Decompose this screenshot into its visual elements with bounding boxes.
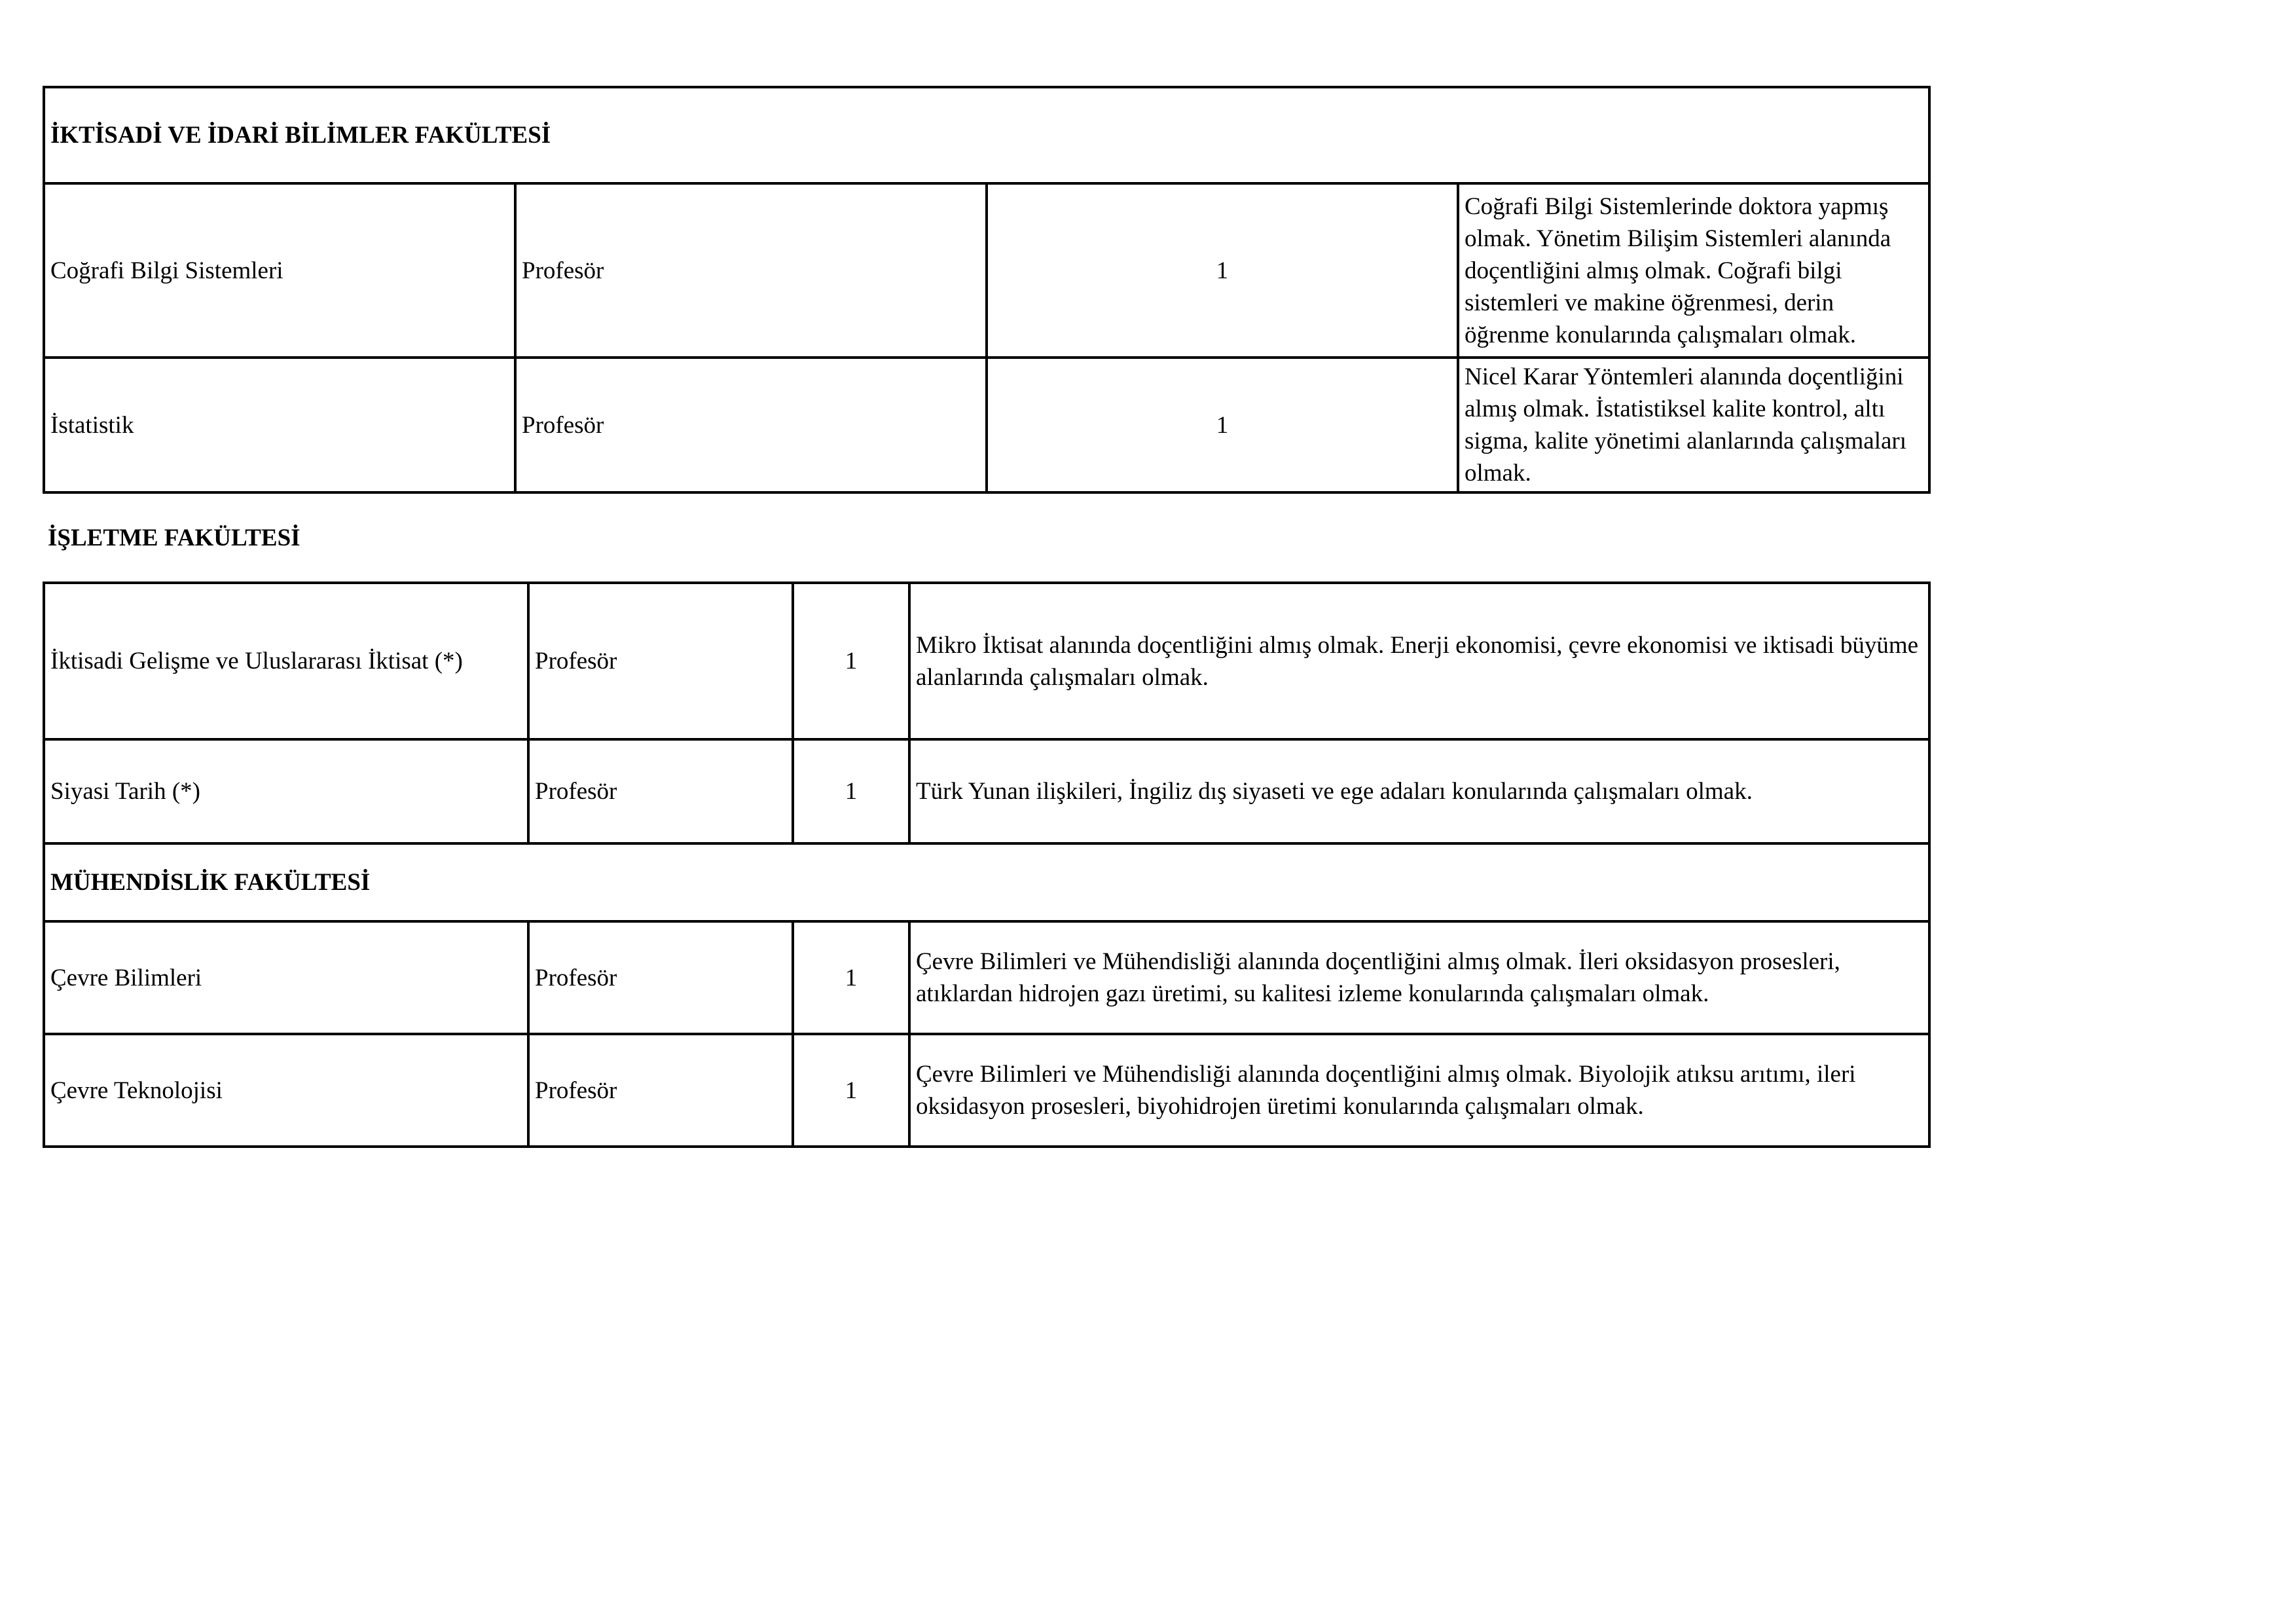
requirement-cell: Coğrafi Bilgi Sistemlerinde doktora yapmış olmak. Yönetim Bilişim Sistemleri alanında doçentliğini almış olmak. Coğrafi bilgi sistemleri ve makine öğrenmesi, derin öğrenme konularında çalışmaları olmak. — [1458, 183, 1929, 358]
requirement-cell: Nicel Karar Yöntemleri alanında doçentliğini almış olmak. İstatistiksel kalite kontrol, altı sigma, kalite yönetimi alanlarında çalışmaları olmak. — [1458, 358, 1929, 492]
field-cell: Siyasi Tarih (*) — [44, 739, 528, 843]
table-row — [44, 1034, 1929, 1147]
positions-table-main — [43, 581, 1931, 1148]
field-cell: İktisadi Gelişme ve Uluslararası İktisat (*) — [44, 583, 528, 739]
title-cell: Profesör — [528, 921, 793, 1034]
count-cell: 1 — [793, 583, 909, 739]
table-row — [44, 921, 1929, 1034]
title-cell: Profesör — [528, 1034, 793, 1147]
positions-table-iibf — [43, 86, 1931, 494]
requirement-cell: Çevre Bilimleri ve Mühendisliği alanında doçentliğini almış olmak. Biyolojik atıksu arıtımı, ileri oksidasyon prosesleri, biyohidrojen üretimi konularında çalışmaları olmak. — [909, 1034, 1929, 1147]
count-cell: 1 — [793, 739, 909, 843]
requirement-cell: Mikro İktisat alanında doçentliğini almış olmak. Enerji ekonomisi, çevre ekonomisi ve iktisadi büyüme alanlarında çalışmaları olmak. — [909, 583, 1929, 739]
faculty-header-row — [44, 87, 1929, 183]
title-cell: Profesör — [515, 183, 987, 358]
count-cell: 1 — [987, 183, 1458, 358]
field-cell: İstatistik — [44, 358, 515, 492]
table-row — [44, 183, 1929, 358]
requirement-cell: Türk Yunan ilişkileri, İngiliz dış siyaseti ve ege adaları konularında çalışmaları olmak. — [909, 739, 1929, 843]
title-cell: Profesör — [515, 358, 987, 492]
faculty-title: İŞLETME FAKÜLTESİ — [48, 525, 301, 551]
faculty-title: MÜHENDİSLİK FAKÜLTESİ — [44, 843, 1929, 921]
title-cell: Profesör — [528, 739, 793, 843]
count-cell: 1 — [793, 921, 909, 1034]
field-cell: Çevre Teknolojisi — [44, 1034, 528, 1147]
table-row — [44, 739, 1929, 843]
table-row — [44, 583, 1929, 739]
title-cell: Profesör — [528, 583, 793, 739]
count-cell: 1 — [987, 358, 1458, 492]
faculty-header-row — [44, 843, 1929, 921]
count-cell: 1 — [793, 1034, 909, 1147]
requirement-cell: Çevre Bilimleri ve Mühendisliği alanında doçentliğini almış olmak. İleri oksidasyon prosesleri, atıklardan hidrojen gazı üretimi, su kalitesi izleme konularında çalışmaları olmak. — [909, 921, 1929, 1034]
field-cell: Çevre Bilimleri — [44, 921, 528, 1034]
field-cell: Coğrafi Bilgi Sistemleri — [44, 183, 515, 358]
table-row — [44, 358, 1929, 492]
faculty-title: İKTİSADİ VE İDARİ BİLİMLER FAKÜLTESİ — [44, 87, 1929, 183]
